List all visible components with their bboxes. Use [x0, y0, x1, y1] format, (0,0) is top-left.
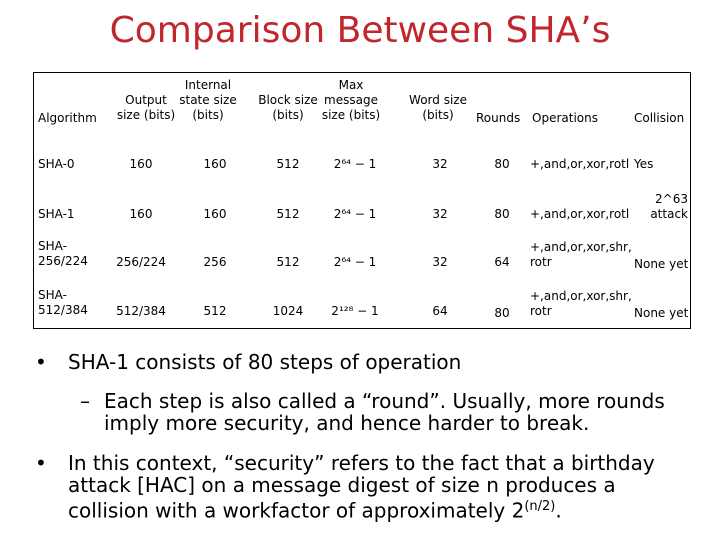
header-collision: Collision	[634, 111, 685, 125]
cell-internal: 256	[203, 255, 227, 269]
cell-collision: Yes	[634, 157, 654, 171]
header-rounds: Rounds	[476, 111, 521, 125]
cell-max: 2¹²⁸ − 1	[331, 304, 379, 318]
cell-max: 2⁶⁴ − 1	[333, 255, 377, 269]
cell-operations: +,and,or,xor,shr, rotr	[530, 240, 632, 269]
cell-algorithm: SHA- 256/224	[38, 239, 88, 268]
cell-block: 512	[276, 207, 300, 221]
cell-rounds: 80	[494, 306, 510, 320]
cell-operations: +,and,or,xor,rotl	[530, 157, 630, 171]
cell-operations: +,and,or,xor,shr, rotr	[530, 289, 632, 318]
cell-algorithm: SHA- 512/384	[38, 288, 88, 317]
dash-icon: –	[80, 389, 90, 413]
bullet-2-text	[68, 452, 655, 522]
cell-max: 2⁶⁴ − 1	[333, 207, 377, 221]
bullet-1-subtext: Each step is also called a “round”. Usually, more rounds imply more security, and hence harder to break.	[104, 389, 665, 435]
cell-word: 64	[432, 304, 448, 318]
header-max: Max message size (bits)	[321, 78, 381, 122]
cell-collision: None yet	[634, 306, 689, 320]
cell-output: 160	[129, 207, 153, 221]
cell-rounds: 80	[494, 207, 510, 221]
header-word: Word size (bits)	[409, 93, 467, 122]
cell-max: 2⁶⁴ − 1	[333, 157, 377, 171]
header-output: Output size (bits)	[116, 93, 176, 122]
bullet-dot-icon: •	[35, 451, 47, 475]
bullet-2-exponent: (n/2)	[524, 499, 556, 514]
header-block: Block size (bits)	[258, 93, 318, 122]
header-internal: Internal state size (bits)	[179, 78, 237, 122]
slide-title: Comparison Between SHA’s	[109, 10, 611, 51]
cell-output: 160	[129, 157, 153, 171]
cell-collision: 2^63 attack	[650, 192, 688, 221]
cell-collision: None yet	[634, 257, 689, 271]
cell-block: 1024	[272, 304, 304, 318]
cell-block: 512	[276, 157, 300, 171]
header-algorithm: Algorithm	[38, 111, 97, 125]
cell-output: 512/384	[116, 304, 166, 318]
cell-internal: 160	[203, 157, 227, 171]
cell-output: 256/224	[116, 255, 166, 269]
cell-word: 32	[432, 157, 448, 171]
cell-algorithm: SHA-1	[38, 207, 75, 221]
header-operations: Operations	[532, 111, 598, 125]
bullet-1-text: SHA-1 consists of 80 steps of operation	[68, 350, 462, 374]
cell-algorithm: SHA-0	[38, 157, 75, 171]
cell-word: 32	[432, 207, 448, 221]
bullet-2-main: In this context, “security” refers to the fact that a birthday attack [HAC] on a message digest of size n produces a collision with a workfactor of approximately 2	[68, 451, 655, 523]
cell-operations: +,and,or,xor,rotl	[530, 207, 630, 221]
cell-rounds: 64	[494, 255, 510, 269]
bullet-2-tail: .	[555, 498, 562, 523]
cell-rounds: 80	[494, 157, 510, 171]
cell-internal: 160	[203, 207, 227, 221]
cell-block: 512	[276, 255, 300, 269]
bullet-dot-icon: •	[35, 350, 47, 374]
cell-word: 32	[432, 255, 448, 269]
cell-internal: 512	[203, 304, 227, 318]
